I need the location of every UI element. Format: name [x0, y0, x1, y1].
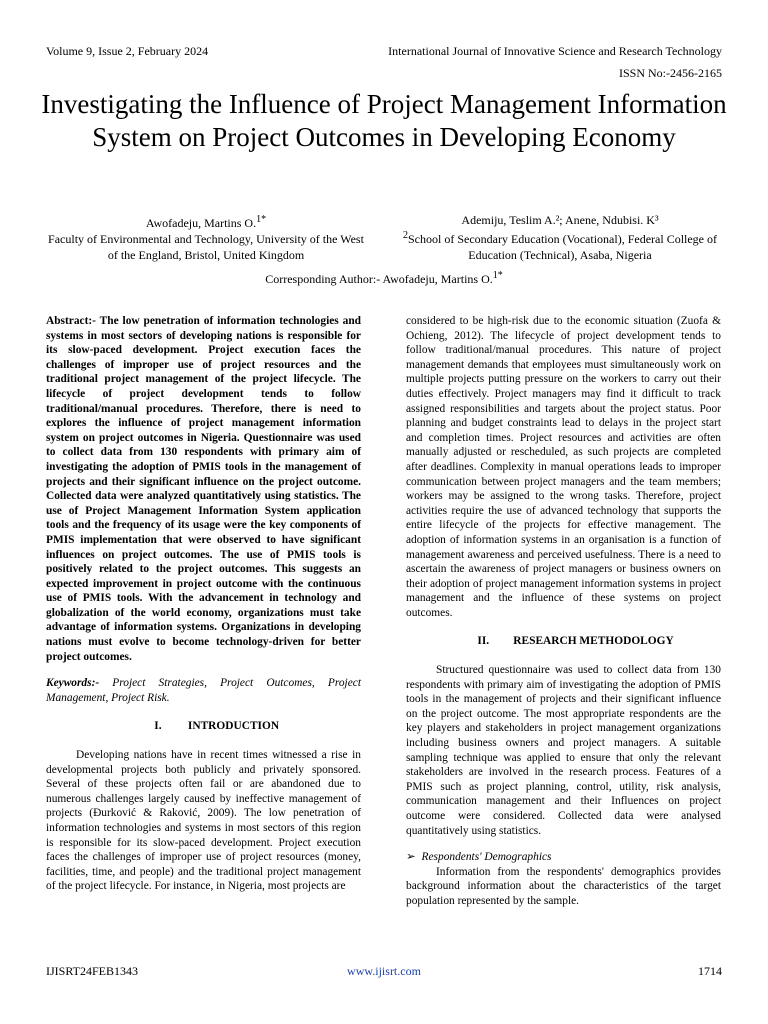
right-column — [406, 314, 721, 909]
author-affiliation: School of Secondary Education (Vocational), Federal College of Education (Technical), Asaba, Nigeria — [407, 232, 718, 262]
keywords-label: Keywords:- — [46, 677, 100, 690]
author-block-right — [400, 212, 720, 263]
section-heading-introduction — [46, 719, 361, 734]
author-affiliation: Faculty of Environmental and Technology, University of the West of the England, Bristol, United Kingdom — [48, 232, 364, 262]
subsection-title: Respondents' Demographics — [421, 851, 552, 864]
arrow-bullet-icon: ➢ — [406, 851, 416, 864]
introduction-paragraph: Developing nations have in recent times witnessed a rise in developmental projects both publicly and privately sponsored. Several of these projects often fail or are abandoned due to numerous challenges largely caused by ineffective management of projects (Đurković & Raković, 2009). The low penetration of information technologies and systems in most sectors of this region is responsible for its slow-paced development. Project execution faces the challenges of improper use of project resources (money, facilities, time, and people) and the traditional project management of the project lifecycle. For instance, in Nigeria, most projects are — [46, 749, 361, 893]
left-column — [46, 314, 361, 894]
issn: ISSN No:-2456-2165 — [618, 66, 722, 80]
section-heading-methodology — [406, 634, 721, 649]
section-title: INTRODUCTION — [187, 720, 280, 733]
author-block-left — [46, 212, 366, 263]
corresponding-label: Corresponding Author:- — [265, 272, 383, 286]
section-title: RESEARCH METHODOLOGY — [513, 635, 674, 648]
section-number: I. — [154, 720, 162, 733]
corresponding-author — [0, 270, 768, 287]
author-name: Awofadeju, Martins O. — [145, 216, 257, 230]
keywords-text: Project Strategies, Project Outcomes, Project Management, Project Risk. — [46, 677, 361, 704]
affiliation-sup: 2 — [402, 230, 408, 241]
section-number: II. — [477, 635, 490, 648]
introduction-continued: considered to be high-risk due to the economic situation (Zuofa & Ochieng, 2012). The lifecycle of project development tends to follow traditional/manual procedures. This nature of project management demands that employees must simultaneously work on multiple projects putting pressure on the workers to carry out their duties effectively. Project managers may find it difficult to track assigned responsibilities and targets about the project status. Poor planning and budget constraints lead to delays in the project start and completion times. Project resources and activities are often manually adjusted or rescheduled, as such projects are completed after deadlines. Complexity in manual operations leads to improper communication between project managers and the team members; workers may be assigned to the wrong tasks. Therefore, project activities require the use of advanced technology that supports the entire lifecycle of the projects for effective management. The adoption of information systems in an organisation is a function of management awareness and perceived usefulness. There is a need to ascertain the awareness of project managers or business owners on their adoption of project management information systems in project management and the influence of these systems on project outcomes. — [406, 315, 721, 619]
abstract: Abstract:- The low penetration of information technologies and systems in most sectors of developing nations is responsible for its slow-paced development. Project execution faces the challenges of improper use of project resources and the traditional project management of the project lifecycle. The lifecycle of project development tends to follow traditional/manual procedures. Therefore, there is need to explores the influence of project management information system on project outcomes in Nigeria. Questionnaire was used to collect data from 130 respondents with primary aim of investigating the adoption of PMIS tools in the management of projects and their significant influence on the project outcome. Collected data were analyzed quantitatively using statistics. The use of Project Management Information System application tools and the frequency of its usage were the key components of PMIS implementation that were observed to have significant influences on project outcomes. The use of PMIS tools is positively related to the project outcomes. This suggests an expected improvement in project outcome with the continuous use of PMIS tools. With the advancement in technology and globalization of the world economy, organizations must take advantage of information systems. Organizations in developing nations must evolve to become technology-driven for better project outcomes. — [46, 315, 361, 663]
subsection-heading-demographics — [406, 850, 721, 865]
paper-title: Investigating the Influence of Project Management Information System on Project Outcomes in Developing Economy — [41, 89, 727, 152]
page-number: 1714 — [698, 964, 722, 978]
methodology-paragraph: Structured questionnaire was used to collect data from 130 respondents with primary aim of investigating the adoption of PMIS tools in the management of projects and their significant influence on the project outcome. The most appropriate respondents are the key players and stakeholders in project management organizations including business owners and project managers. A suitable sampling technique was applied to ensure that only the relevant stakeholders are involved in the research process. Features of a PMIS such as project planning, control, utility, risk analysis, communication management and their Influences on project outcome were considered. Collected data were analysed quantitatively using statistics. — [406, 664, 721, 837]
paper-id: IJISRT24FEB1343 — [46, 964, 138, 978]
corresponding-name: Awofadeju, Martins O. — [382, 272, 493, 286]
journal-name: International Journal of Innovative Science and Research Technology — [388, 44, 722, 58]
keywords — [46, 676, 361, 705]
author-names: Ademiju, Teslim A.²; Anene, Ndubisi. K³ — [461, 213, 659, 227]
journal-website-link[interactable]: www.ijisrt.com — [347, 964, 421, 978]
author-sup: 1* — [256, 214, 267, 225]
corresponding-sup: 1* — [492, 270, 503, 281]
demographics-paragraph: Information from the respondents' demographics provides background information about the characteristics of the target population represented by the sample. — [406, 865, 721, 907]
journal-volume: Volume 9, Issue 2, February 2024 — [46, 44, 209, 58]
